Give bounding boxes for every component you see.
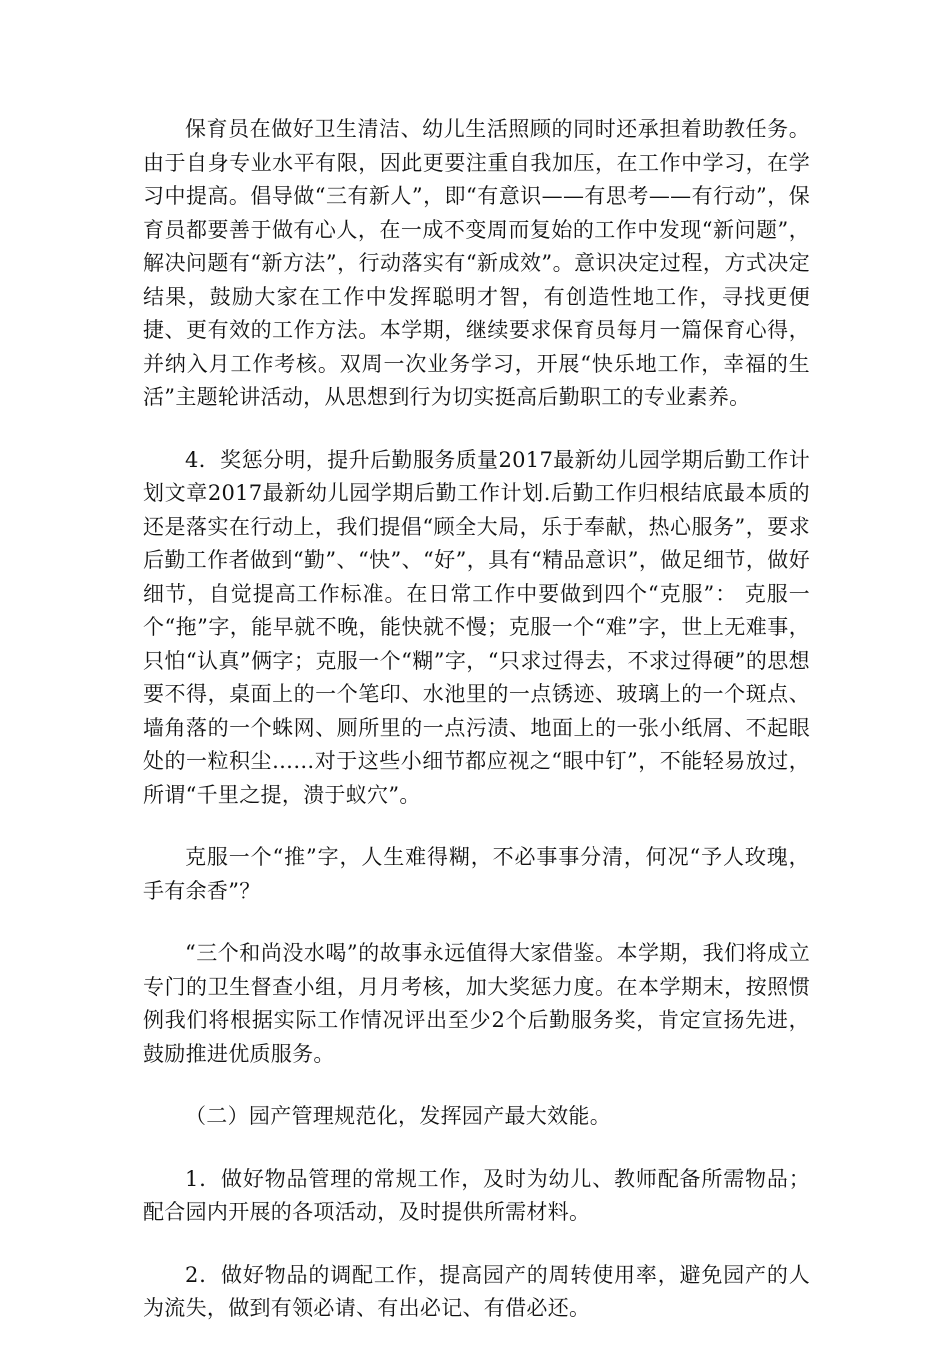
paragraph-item-allocation: 2．做好物品的调配工作，提高园产的周转使用率，避免园产的人为流失，做到有领必请、有出必记、有借必还。	[143, 1262, 810, 1320]
paragraph-caregiver-training: 保育员在做好卫生清洁、幼儿生活照顾的同时还承担着助教任务。由于自身专业水平有限，因此更要注重自我加压，在工作中学习，在学习中提高。倡导做“三有新人”，即“有意识——有思考——有行动”，保育员都要善于做有心人，在一成不变周而复始的工作中发现“新问题”，解决问题有“新方法”，行动落实有“新成效”。意识决定过程，方式决定结果，鼓励大家在工作中发挥聪明才智，有创造性地工作，寻找更便捷、更有效的工作方法。本学期，继续要求保育员每月一篇保育心得，并纳入月工作考核。双周一次业务学习，开展“快乐地工作，幸福的生活”主题轮讲活动，从思想到行为切实挺高后勤职工的专业素养。	[143, 117, 810, 409]
paragraph-item-management: 1．做好物品管理的常规工作，及时为幼儿、教师配备所需物品；配合园内开展的各项活动，及时提供所需材料。	[143, 1166, 810, 1224]
section-heading-asset-management: （二）园产管理规范化，发挥园产最大效能。	[185, 1104, 611, 1128]
document-body	[143, 113, 810, 1355]
paragraph-reward-punishment: 4．奖惩分明，提升后勤服务质量2017最新幼儿园学期后勤工作计划文章2017最新幼儿园学期后勤工作计划.后勤工作归根结底最本质的还是落实在行动上，我们提倡“顾全大局，乐于奉献，热心服务”，要求后勤工作者做到“勤”、“快”、“好”，具有“精品意识”，做足细节，做好细节，自觉提高工作标准。在日常工作中要做到四个“克服”： 克服一个“拖”字，能早就不晚，能快就不慢；克服一个“难”字，世上无难事，只怕“认真”俩字；克服一个“糊”字，“只求过得去，不求过得硬”的思想要不得，桌面上的一个笔印、水池里的一点锈迹、玻璃上的一个斑点、墙角落的一个蛛网、厕所里的一点污渍、地面上的一张小纸屑、不起眼处的一粒积尘……对于这些小细节都应视之“眼中钉”，不能轻易放过，所谓“千里之提，溃于蚁穴”。	[143, 447, 810, 807]
paragraph-three-monks: “三个和尚没水喝”的故事永远值得大家借鉴。本学期，我们将成立专门的卫生督查小组，月月考核，加大奖惩力度。在本学期末，按照惯例我们将根据实际工作情况评出至少2个后勤服务奖，肯定宣扬先进，鼓励推进优质服务。	[143, 941, 810, 1066]
paragraph-overcome-push: 克服一个“推”字，人生难得糊，不必事事分清，何况“予人玫瑰，手有余香”？	[143, 845, 810, 903]
